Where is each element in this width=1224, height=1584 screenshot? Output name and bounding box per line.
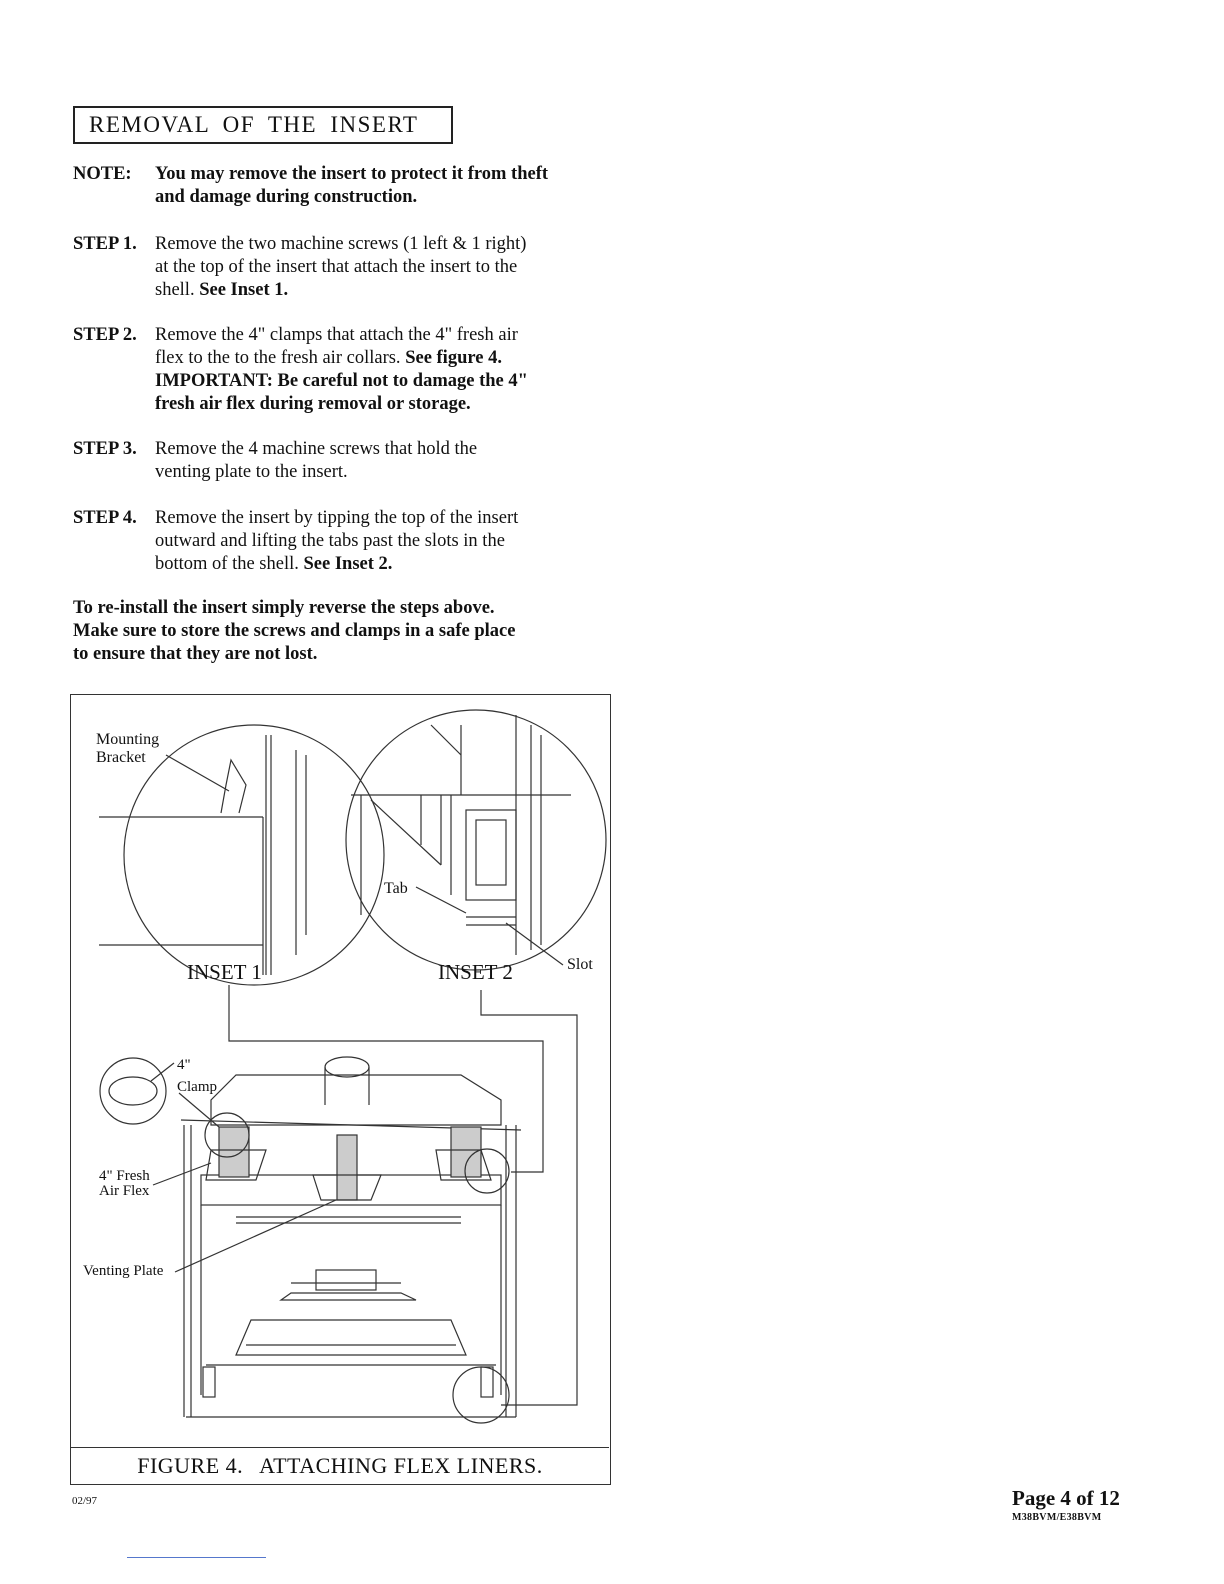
note-line-2: and damage during construction. (155, 187, 418, 207)
note-line-1: You may remove the insert to protect it from theft (155, 164, 549, 184)
step-2 (73, 324, 613, 416)
inset-1-detail (99, 735, 306, 975)
step-2-important-2: fresh air flex during removal or storage. (155, 394, 471, 414)
caption-number: FIGURE 4. (137, 1453, 244, 1478)
inset-1-label: INSET 1 (187, 960, 262, 984)
step-1-line-2: at the top of the insert that attach the insert to the (155, 257, 518, 277)
step-4-reference: See Inset 2. (303, 554, 393, 574)
slot-label: Slot (567, 956, 593, 973)
step-1-label: STEP 1. (73, 234, 137, 254)
step-1 (73, 233, 613, 302)
caption-text: ATTACHING FLEX LINERS. (259, 1453, 543, 1478)
step-2-line-1: Remove the 4" clamps that attach the 4" fresh air (155, 325, 518, 345)
step-4 (73, 507, 613, 576)
air-flex-label: Air Flex (99, 1183, 150, 1199)
venting-plate-leader (175, 1200, 336, 1272)
closing-line-1: To re-install the insert simply reverse the steps above. (73, 598, 495, 618)
step-4-line-2: outward and lifting the tabs past the slots in the (155, 531, 505, 551)
step-4-line-3: bottom of the shell. (155, 554, 304, 574)
step-4-line-1: Remove the insert by tipping the top of the insert (155, 508, 519, 528)
step-2-line-2: flex to the to the fresh air collars. (155, 348, 406, 368)
step-3-line-1: Remove the 4 machine screws that hold the (155, 439, 478, 459)
step-2-reference: See figure 4. (405, 348, 502, 368)
inset-2-detail (351, 715, 571, 965)
inset-2-label: INSET 2 (438, 960, 513, 984)
step-1-line-1: Remove the two machine screws (1 left & 1 right) (155, 234, 527, 254)
model-number: M38BVM/E38BVM (1012, 1512, 1102, 1523)
step-2-label: STEP 2. (73, 325, 137, 345)
inset-1-connector (229, 985, 543, 1172)
step-3-label: STEP 3. (73, 439, 137, 459)
closing-line-3: to ensure that they are not lost. (73, 644, 318, 664)
inset-2-connector (481, 990, 577, 1405)
footer-date: 02/97 (72, 1495, 98, 1507)
figure-4 (70, 694, 611, 1485)
step-1-reference: See Inset 1. (199, 280, 289, 300)
mounting-bracket-leader (166, 755, 229, 791)
tab-leader (416, 887, 466, 913)
figure-illustration (71, 695, 609, 1447)
fireplace-drawing (181, 1057, 521, 1423)
mounting-label: Mounting (96, 731, 160, 748)
bottom-rule (127, 1557, 266, 1558)
venting-plate-label: Venting Plate (83, 1263, 164, 1279)
clamp-size-label: 4" (177, 1057, 191, 1073)
step-3-line-2: venting plate to the insert. (155, 462, 348, 482)
step-4-label: STEP 4. (73, 508, 137, 528)
closing-note (73, 597, 613, 666)
flex-leader (153, 1163, 211, 1185)
step-2-important-1: IMPORTANT: Be careful not to damage the 4" (155, 371, 528, 391)
closing-line-2: Make sure to store the screws and clamps in a safe place (73, 621, 516, 641)
figure-caption (71, 1447, 609, 1484)
bracket-label: Bracket (96, 749, 146, 766)
step-1-line-3: shell. (155, 280, 200, 300)
note-block (73, 163, 613, 209)
tab-label: Tab (384, 880, 408, 897)
inset-1-circle (124, 725, 384, 985)
note-label: NOTE: (73, 164, 132, 184)
section-title: REMOVAL OF THE INSERT (73, 106, 453, 144)
page-number: Page 4 of 12 (1012, 1486, 1120, 1510)
step-3 (73, 438, 613, 484)
clamp-label: Clamp (177, 1079, 217, 1095)
fresh-label: 4" Fresh (99, 1168, 150, 1184)
